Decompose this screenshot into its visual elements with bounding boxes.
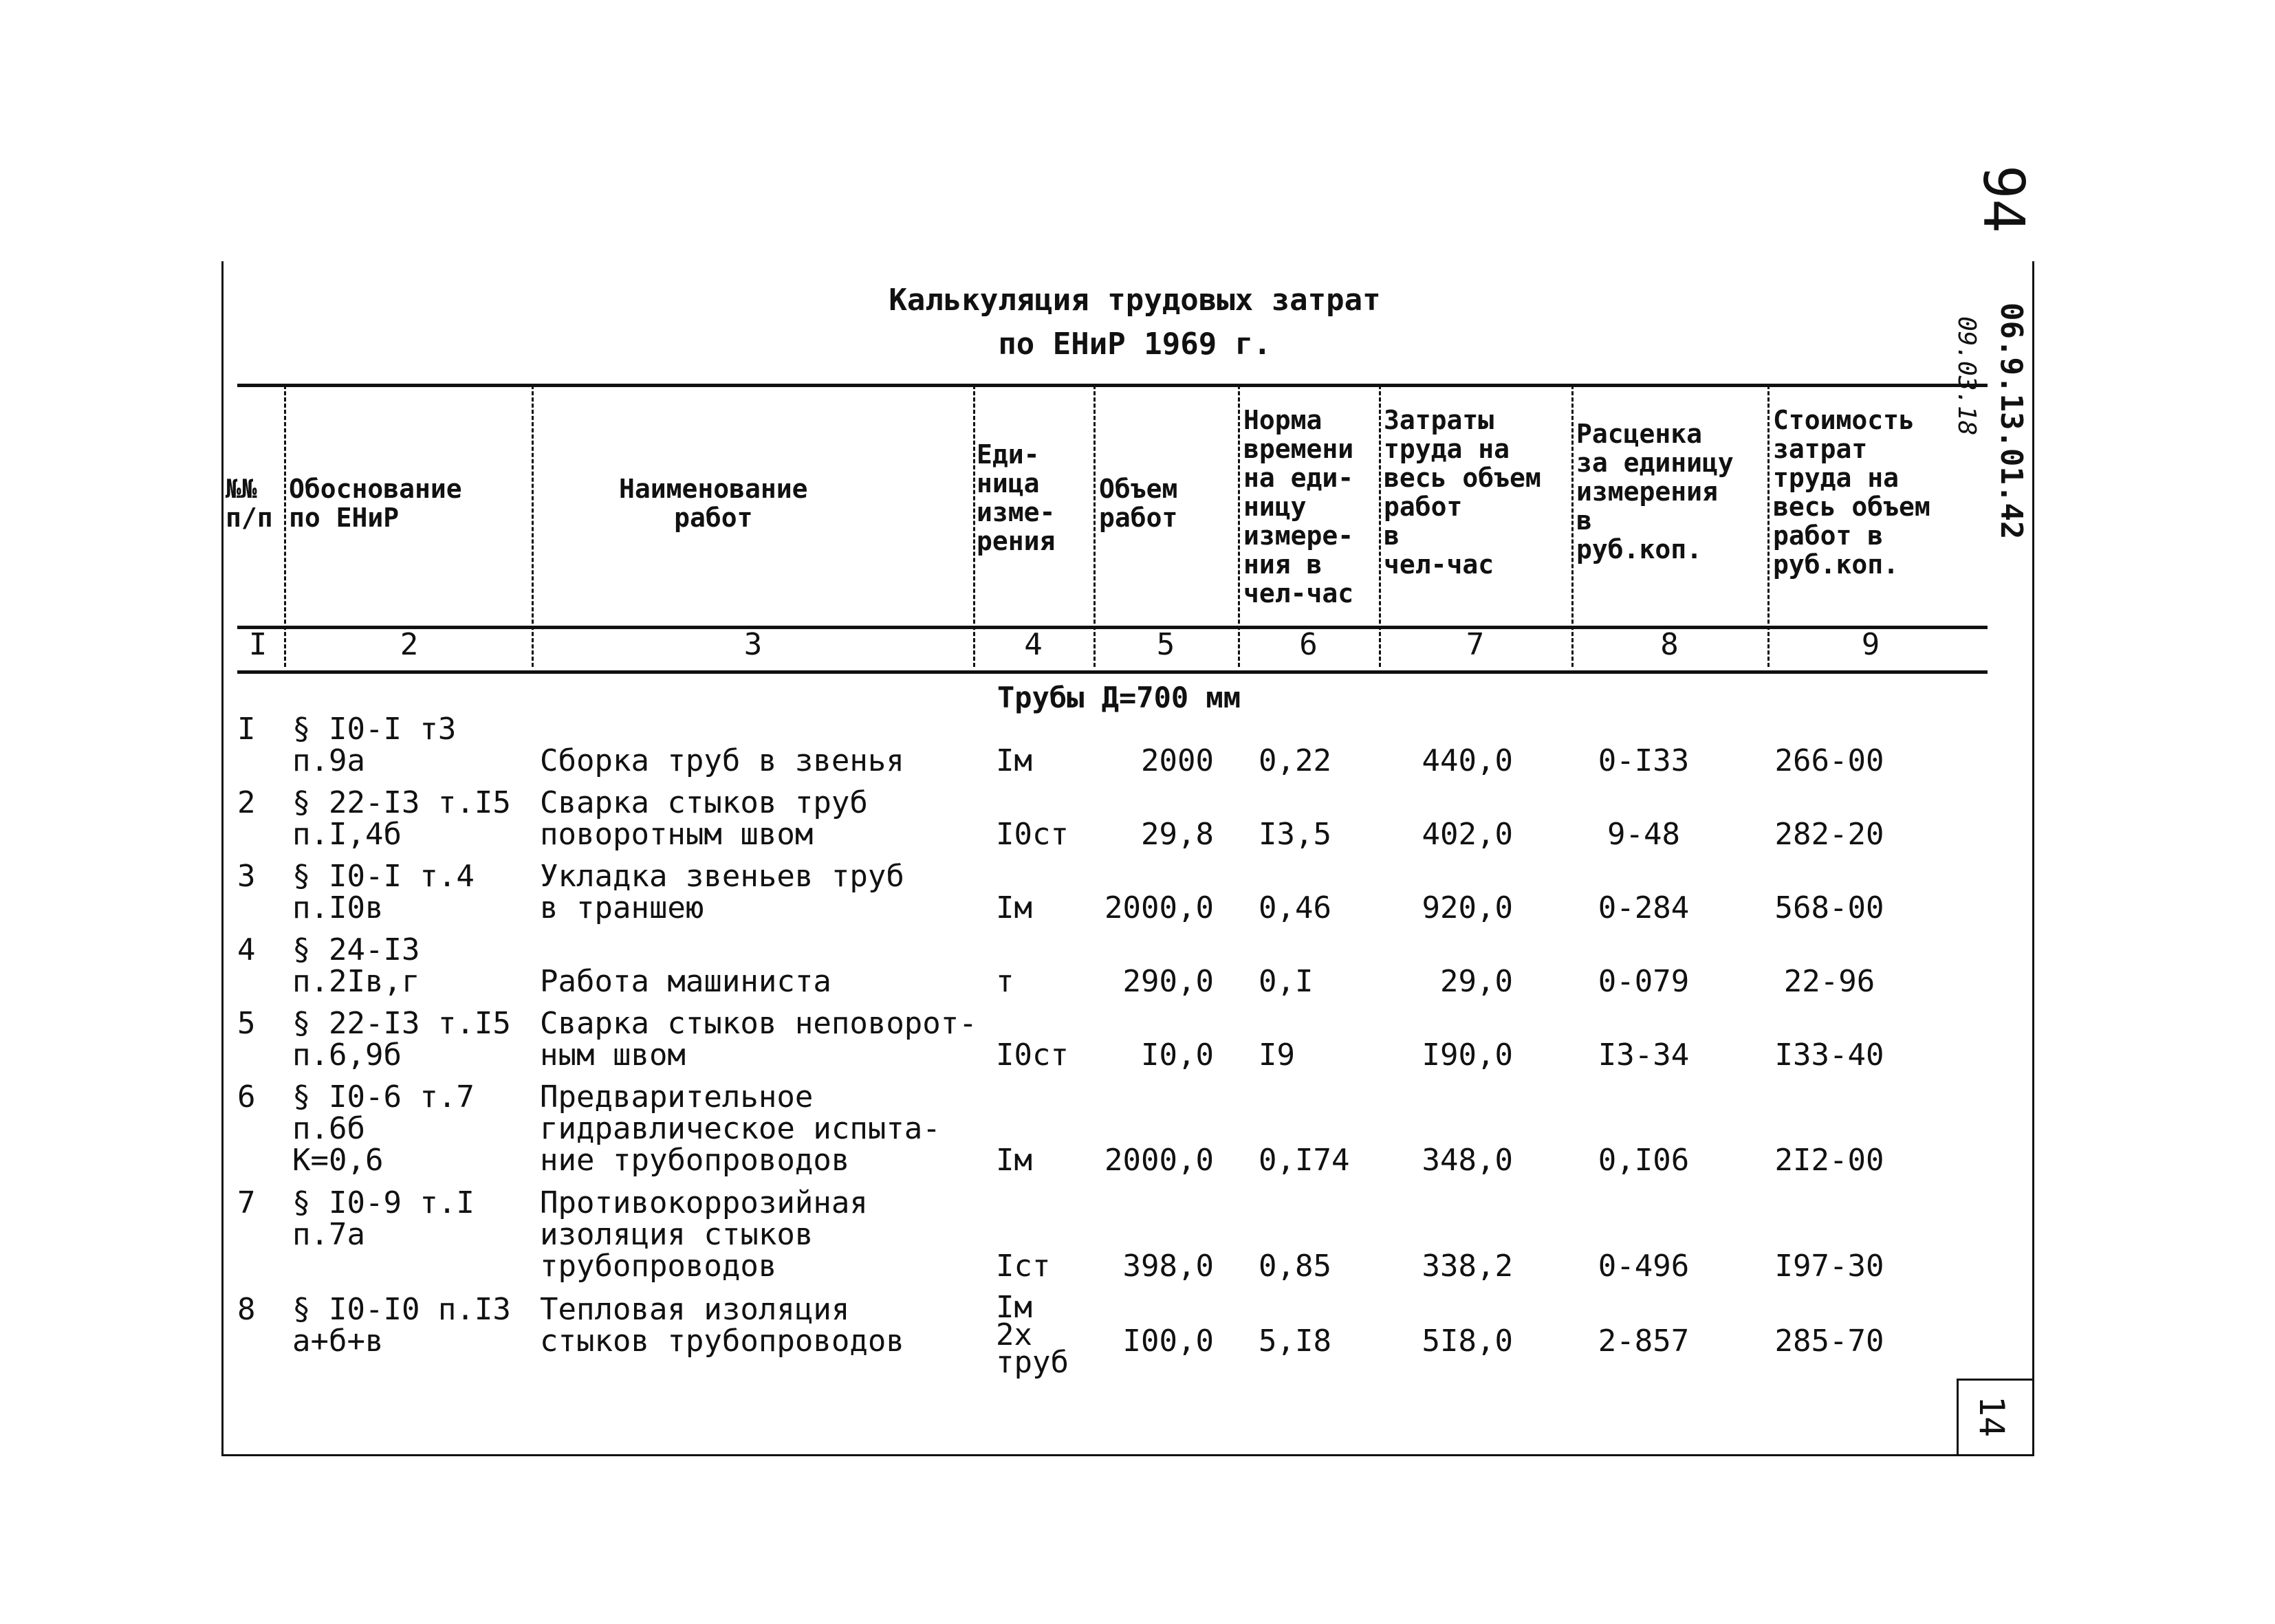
row-volume: I00,0 xyxy=(1122,1324,1214,1359)
row-labor: 402,0 xyxy=(1422,817,1513,852)
row-volume: 29,8 xyxy=(1141,817,1214,852)
row-work-name: Тепловая изоляция стыков трубопроводов xyxy=(540,1292,904,1359)
column-number: I xyxy=(248,627,268,662)
row-work-name: Укладка звеньев труб в траншею xyxy=(540,859,904,925)
document-code: 06.9.13.01.42 xyxy=(1994,303,2029,540)
column-number: 5 xyxy=(1156,627,1175,662)
row-number: I xyxy=(237,712,256,747)
row-volume: 2000 xyxy=(1141,743,1214,778)
row-norm: 0,22 xyxy=(1259,743,1331,778)
row-labor: 440,0 xyxy=(1422,743,1513,778)
row-number: 8 xyxy=(237,1292,256,1327)
row-basis: § I0-I т.4 п.I0в xyxy=(292,859,475,925)
row-rate: 0,I06 xyxy=(1598,1143,1690,1178)
row-norm: 5,I8 xyxy=(1259,1324,1331,1359)
column-number: 7 xyxy=(1466,627,1485,662)
header-no: №№ п/п xyxy=(226,474,273,533)
header-norm: Норма времени на еди- ницу измере- ния в чел-час xyxy=(1243,405,1354,608)
col-divider xyxy=(973,385,975,667)
row-basis: § I0-I т3 п.9а xyxy=(292,712,457,778)
row-cost: 282-20 xyxy=(1774,817,1884,852)
row-basis: § I0-9 т.I п.7а xyxy=(292,1185,475,1252)
row-labor: 920,0 xyxy=(1422,890,1513,925)
row-norm: 0,85 xyxy=(1259,1249,1331,1284)
header-rate: Расценка за единицу измерения в руб.коп. xyxy=(1576,419,1734,564)
row-number: 3 xyxy=(237,859,256,894)
row-volume: I0,0 xyxy=(1141,1038,1214,1073)
section-title: Трубы Д=700 мм xyxy=(997,681,1241,714)
col-divider xyxy=(1238,385,1240,667)
row-cost: 568-00 xyxy=(1774,890,1884,925)
row-rate: 0-496 xyxy=(1598,1249,1690,1284)
header-unit: Еди- ница изме- рения xyxy=(977,439,1056,556)
row-rate: 2-857 xyxy=(1598,1324,1690,1359)
row-basis: § I0-6 т.7 п.6б К=0,6 xyxy=(292,1079,475,1178)
row-norm: 0,46 xyxy=(1259,890,1331,925)
column-number: 8 xyxy=(1660,627,1679,662)
row-volume: 2000,0 xyxy=(1104,890,1214,925)
row-rate: 9-48 xyxy=(1607,817,1680,852)
row-basis: § I0-I0 п.I3 а+б+в xyxy=(292,1292,511,1359)
col-divider xyxy=(1767,385,1770,667)
column-number: 3 xyxy=(743,627,763,662)
header-name: Наименование работ xyxy=(619,474,808,533)
column-number: 6 xyxy=(1299,627,1318,662)
header-cost: Стоимость затрат труда на весь объем работ в руб.коп. xyxy=(1773,405,1930,580)
header-basis: Обоснование по ЕНиР xyxy=(289,474,462,533)
row-cost: 22-96 xyxy=(1783,964,1875,999)
row-unit: Iм xyxy=(996,1143,1032,1178)
row-work-name: Работа машиниста xyxy=(540,964,831,999)
row-unit: I0ст xyxy=(996,817,1069,852)
table-title xyxy=(688,278,1582,366)
col-divider xyxy=(532,385,534,667)
sheet-number: 14 xyxy=(1972,1396,2012,1438)
row-norm: 0,I74 xyxy=(1259,1143,1350,1178)
column-number: 4 xyxy=(1024,627,1043,662)
row-unit: Iм 2х труб xyxy=(996,1290,1069,1380)
row-labor: 338,2 xyxy=(1422,1249,1513,1284)
row-unit: Iм xyxy=(996,743,1032,778)
row-rate: 0-079 xyxy=(1598,964,1690,999)
row-cost: I97-30 xyxy=(1774,1249,1884,1284)
row-labor: 5I8,0 xyxy=(1422,1324,1513,1359)
row-number: 6 xyxy=(237,1079,256,1115)
row-number: 7 xyxy=(237,1185,256,1220)
row-rate: 0-I33 xyxy=(1598,743,1690,778)
header-bottom-rule xyxy=(237,670,1988,674)
row-number: 2 xyxy=(237,785,256,820)
col-divider xyxy=(1093,385,1096,667)
row-cost: 266-00 xyxy=(1774,743,1884,778)
row-labor: 29,0 xyxy=(1440,964,1513,999)
row-basis: § 22-I3 т.I5 п.I,4б xyxy=(292,785,511,852)
row-norm: I9 xyxy=(1259,1038,1295,1073)
col-divider xyxy=(1571,385,1574,667)
row-work-name: Сварка стыков труб поворотным швом xyxy=(540,785,868,852)
row-basis: § 24-I3 п.2Iв,г xyxy=(292,932,420,999)
row-volume: 2000,0 xyxy=(1104,1143,1214,1178)
row-number: 5 xyxy=(237,1006,256,1041)
row-volume: 290,0 xyxy=(1122,964,1214,999)
row-unit: Iст xyxy=(996,1249,1051,1284)
row-cost: 285-70 xyxy=(1774,1324,1884,1359)
title-line-1: Калькуляция трудовых затрат xyxy=(889,283,1381,318)
row-rate: 0-284 xyxy=(1598,890,1690,925)
row-unit: Iм xyxy=(996,890,1032,925)
row-work-name: Предварительное гидравлическое испыта- ние трубопроводов xyxy=(540,1079,941,1178)
header-labor: Затраты труда на весь объем работ в чел-час xyxy=(1384,405,1541,580)
row-number: 4 xyxy=(237,932,256,967)
row-norm: 0,I xyxy=(1259,964,1314,999)
row-unit: I0ст xyxy=(996,1038,1069,1073)
title-line-2: по ЕНиР 1969 г. xyxy=(998,327,1272,362)
row-labor: I90,0 xyxy=(1422,1038,1513,1073)
row-labor: 348,0 xyxy=(1422,1143,1513,1178)
column-number: 9 xyxy=(1861,627,1880,662)
row-work-name: Сборка труб в звенья xyxy=(540,743,904,778)
col-divider xyxy=(1379,385,1381,667)
row-cost: I33-40 xyxy=(1774,1038,1884,1073)
row-unit: т xyxy=(996,964,1014,999)
col-divider xyxy=(284,385,286,667)
row-norm: I3,5 xyxy=(1259,817,1331,852)
header-top-rule xyxy=(237,384,1988,387)
row-basis: § 22-I3 т.I5 п.6,9б xyxy=(292,1006,511,1073)
document-date: 09.03.18 xyxy=(1952,316,1981,436)
column-number: 2 xyxy=(400,627,419,662)
row-cost: 2I2-00 xyxy=(1774,1143,1884,1178)
row-work-name: Сварка стыков неповорот- ным швом xyxy=(540,1006,977,1073)
header-volume: Объем работ xyxy=(1099,474,1178,533)
page-number: 94 xyxy=(1970,165,2036,233)
row-volume: 398,0 xyxy=(1122,1249,1214,1284)
row-rate: I3-34 xyxy=(1598,1038,1690,1073)
row-work-name: Противокоррозийная изоляция стыков трубопроводов xyxy=(540,1185,868,1284)
